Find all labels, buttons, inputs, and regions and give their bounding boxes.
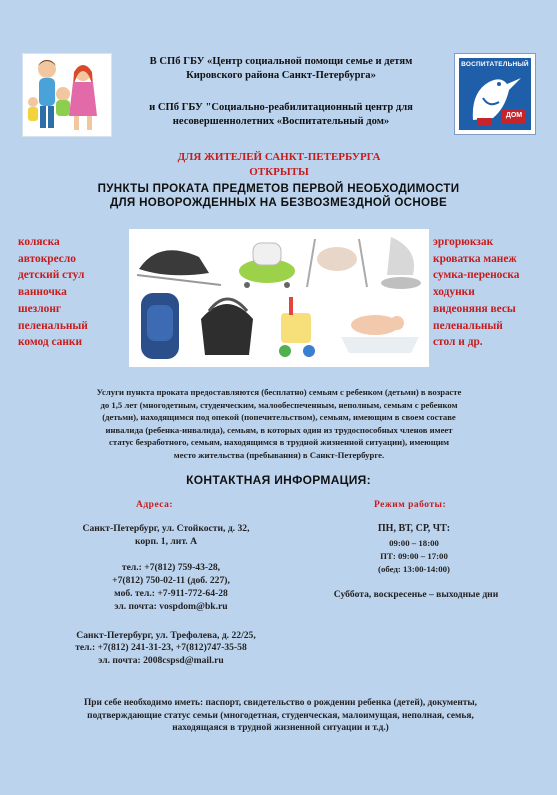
rental-item: сумка-переноска bbox=[433, 269, 520, 282]
weekend-note: Суббота, воскресенье – выходные дни bbox=[333, 589, 499, 600]
logo-sub-text: ДОМ bbox=[502, 109, 526, 123]
rental-items-right bbox=[433, 234, 520, 351]
baby-scale-image bbox=[341, 315, 419, 353]
hours-heading: Режим работы: bbox=[374, 500, 447, 510]
org-line: несовершеннолетних «Воспитательный дом» bbox=[172, 116, 390, 127]
services-line: до 1,5 лет (многодетным, студенческим, малообеспеченным, неполным, семьям с ребенком bbox=[100, 399, 458, 410]
services-line: статус безработного, семьям, находящимся в трудной жизненной ситуации), имеющим bbox=[108, 437, 450, 448]
phone-4: тел.: +7(812) 241-31-23, +7(812)747-35-58 bbox=[75, 642, 247, 653]
main-title-line-1: ПУНКТЫ ПРОКАТА ПРЕДМЕТОВ ПЕРВОЙ НЕОБХОДИМОСТИ bbox=[97, 182, 460, 195]
baby-walker-image bbox=[239, 243, 295, 288]
baby-swing-image bbox=[307, 239, 367, 287]
car-seat-image bbox=[141, 293, 179, 359]
email-1: эл. почта: vospdom@bk.ru bbox=[114, 601, 228, 612]
address-2: Санкт-Петербург, ул. Трефолева, д. 22/25, bbox=[76, 630, 256, 641]
rental-item: автокресло bbox=[18, 252, 76, 265]
working-hours-mon-thu: 09:00 – 18:00 bbox=[389, 538, 439, 548]
rental-item: стол и др. bbox=[433, 336, 483, 349]
mobile-phone: моб. тел.: +7-911-772-64-28 bbox=[114, 588, 228, 599]
lunch-break: (обед: 13:00-14:00) bbox=[378, 564, 450, 574]
rental-item: пеленальный bbox=[18, 319, 88, 332]
opened-heading: ОТКРЫТЫ bbox=[249, 166, 309, 178]
rental-item: ходунки bbox=[433, 286, 475, 299]
rental-item: детский стул bbox=[18, 269, 85, 282]
rental-item: пеленальный bbox=[433, 319, 503, 332]
products-photo-collage bbox=[129, 229, 429, 367]
rental-item: коляска bbox=[18, 236, 60, 248]
organization-1 bbox=[112, 55, 450, 83]
rental-item: кроватка манеж bbox=[433, 252, 517, 265]
vospitatelny-dom-logo bbox=[454, 53, 536, 135]
working-hours-fri: ПТ: 09:00 – 17:00 bbox=[380, 551, 448, 561]
rental-item: видеоняня весы bbox=[433, 302, 516, 315]
address-1: Санкт-Петербург, ул. Стойкости, д. 32, bbox=[82, 523, 250, 534]
audience-heading: ДЛЯ ЖИТЕЛЕЙ САНКТ-ПЕТЕРБУРГА bbox=[177, 151, 381, 163]
rental-item: комод санки bbox=[18, 336, 83, 349]
org-line: Кировского района Санкт-Петербурга» bbox=[186, 70, 376, 81]
address-1-building: корп. 1, лит. А bbox=[134, 536, 198, 547]
services-description bbox=[48, 386, 510, 462]
services-line: Услуги пункта проката предоставляются (бесплатно) семьям с ребенком (детьми) в возрасте bbox=[96, 387, 462, 397]
phone-1: тел.: +7(812) 759-43-28, bbox=[121, 562, 221, 573]
organization-2 bbox=[112, 101, 450, 129]
addresses-heading: Адреса: bbox=[136, 500, 174, 510]
org-line: В СПб ГБУ «Центр социальной помощи семье и детям bbox=[149, 56, 413, 67]
org-line: и СПб ГБУ "Социально-реабилитационный центр для bbox=[149, 102, 413, 113]
rental-item: эргорюкзак bbox=[433, 236, 494, 248]
services-line: инвалида (ребенка-инвалида), семьям, в которых один из трудоспособных членов имеет bbox=[105, 424, 453, 435]
logo-title-text: ВОСПИТАТЕЛЬНЫЙ bbox=[461, 61, 529, 68]
rental-items-left bbox=[18, 234, 88, 351]
documents-line: подтверждающие статус семьи (многодетная, студенческая, малоимущая, неполная, семья, bbox=[87, 710, 474, 721]
contact-heading: КОНТАКТНАЯ ИНФОРМАЦИЯ: bbox=[186, 473, 371, 487]
required-documents bbox=[28, 697, 533, 735]
rental-item: ванночка bbox=[18, 286, 67, 299]
services-line: (детьми), находящимся под опекой (попечительством), семьям, имеющим в своем составе bbox=[102, 412, 456, 423]
family-logo bbox=[22, 53, 112, 137]
documents-line: При себе необходимо иметь: паспорт, свидетельство о рождении ребенка (детей), документы, bbox=[83, 698, 478, 708]
push-toy-image bbox=[279, 297, 315, 357]
email-2: эл. почта: 2008cspsd@mail.ru bbox=[98, 655, 224, 666]
documents-line: находящаяся в трудной жизненной ситуации и т.д.) bbox=[172, 723, 389, 734]
baby-bouncer-image bbox=[137, 250, 221, 285]
infant-carrier-image bbox=[201, 299, 253, 355]
working-days: ПН, ВТ, СР, ЧТ: bbox=[377, 523, 451, 534]
main-title-line-2: ДЛЯ НОВОРОЖДЕННЫХ НА БЕЗВОЗМЕЗДНОЙ ОСНОВЕ bbox=[109, 196, 448, 209]
services-line: место жительства (пребывания) в Санкт-Петербурге. bbox=[173, 449, 385, 460]
rental-item: шезлонг bbox=[18, 302, 62, 315]
phone-2: +7(812) 750-02-11 (доб. 227), bbox=[112, 575, 230, 586]
mamaroo-image bbox=[381, 237, 421, 289]
